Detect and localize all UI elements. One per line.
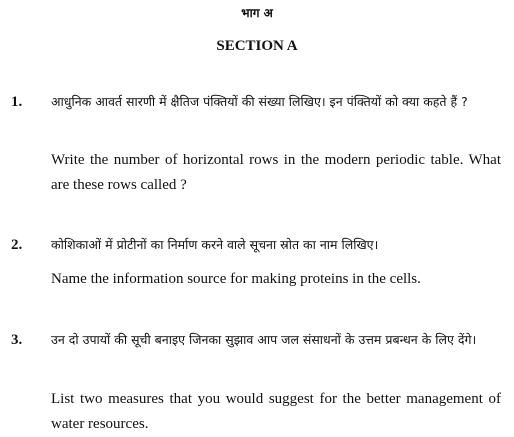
question-text-english: Name the information source for making proteins in the cells. [51,271,421,287]
question-text-hindi: उन दो उपायों की सूची बनाइए जिनका सुझाव आप जल संसाधनों के उत्तम प्रबन्धन के लिए देंगे। [51,332,477,347]
question-text-english: Write the number of horizontal rows in the modern periodic table. What are these rows called ? [51,152,501,193]
question-number: 1. [11,94,23,110]
section-heading: SECTION A [216,38,298,54]
question-number: 2. [11,237,23,253]
question-number: 3. [11,332,23,348]
question-text-hindi: आधुनिक आवर्त सारणी में क्षैतिज पंक्तियों की संख्या लिखिए। इन पंक्तियों को क्या कहते हैं ? [51,94,468,109]
section-heading-hindi: भाग अ [241,6,273,20]
question-text-english: List two measures that you would suggest for the better management of water resources. [51,391,501,432]
question-text-hindi: कोशिकाओं में प्रोटीनों का निर्माण करने वाले सूचना स्रोत का नाम लिखिए। [51,237,379,252]
